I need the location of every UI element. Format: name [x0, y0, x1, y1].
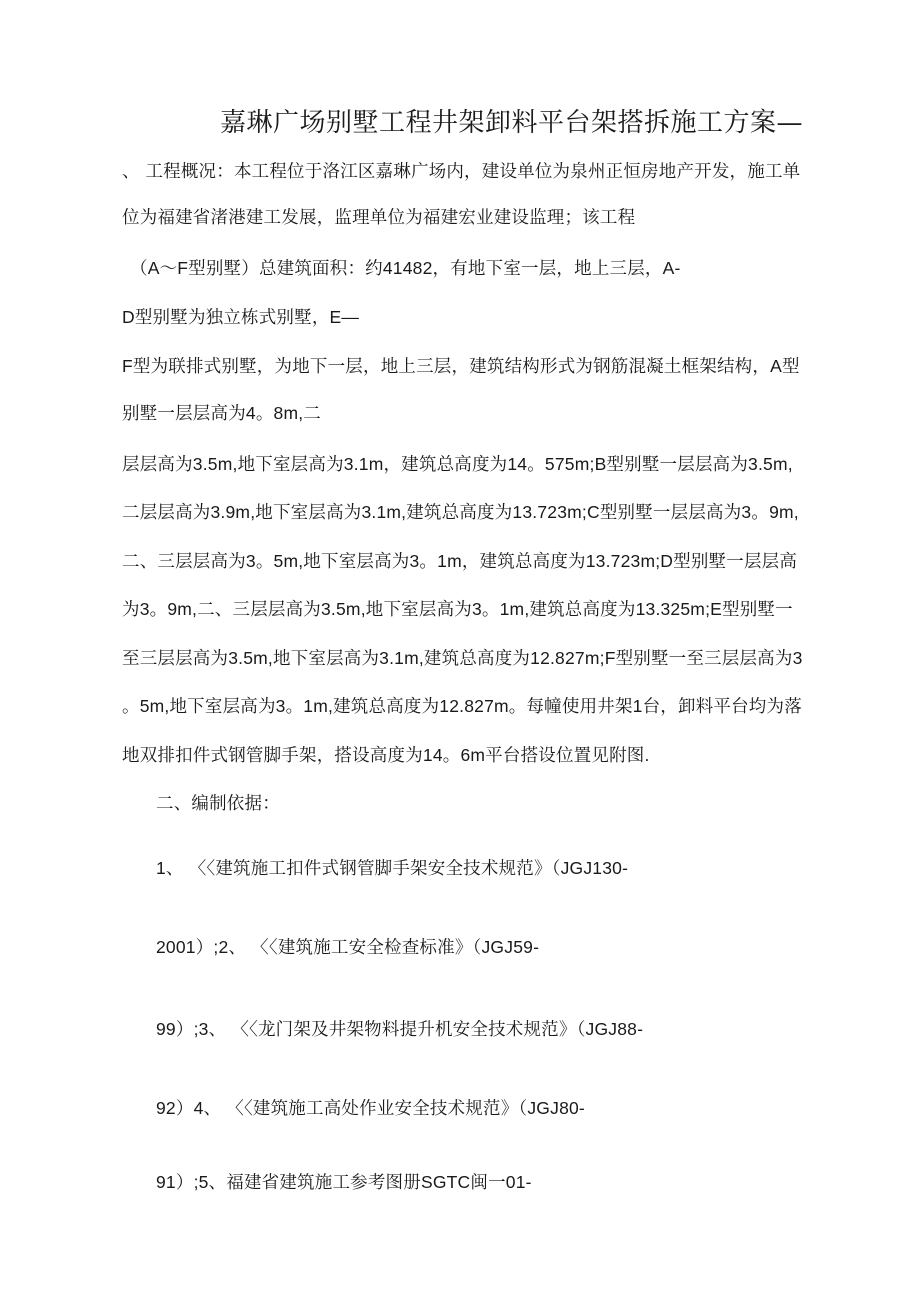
- overview-line-8: 二层层高为3.9m,地下室层高为3.1m,建筑总高度为13.723m;C型别墅一层层高为3。9m,: [122, 502, 799, 522]
- overview-line-12: 。5m,地下室层高为3。1m,建筑总高度为12.827m。每幢使用井架1台，卸料平台均为落: [122, 696, 802, 716]
- overview-line-5: F型为联排式别墅，为地下一层，地上三层，建筑结构形式为钢筋混凝土框架结构，A型: [122, 356, 800, 376]
- overview-line-1: 、 工程概况：本工程位于洛江区嘉琳广场内，建设单位为泉州正恒房地产开发，施工单: [122, 162, 801, 182]
- overview-line-11: 至三层层高为3.5m,地下室层高为3.1m,建筑总高度为12.827m;F型别墅一至三层层高为3: [122, 648, 803, 668]
- basis-line-1: 1、 〈〈建筑施工扣件式钢管脚手架安全技术规范》（JGJ130-: [156, 858, 629, 878]
- basis-heading: 二、编制依据：: [156, 794, 280, 814]
- basis-line-5: 91）;5、福建省建筑施工参考图册SGTC闽一01-: [156, 1172, 532, 1192]
- basis-line-3: 99）;3、 〈〈龙门架及井架物料提升机安全技术规范》（JGJ88-: [156, 1019, 644, 1039]
- overview-line-9: 二、三层层高为3。5m,地下室层高为3。1m，建筑总高度为13.723m;D型别墅一层层高: [122, 551, 798, 571]
- basis-line-2: 2001）;2、 〈〈建筑施工安全检查标准》（JGJ59-: [156, 937, 540, 957]
- overview-line-6: 别墅一层层高为4。8m,二: [122, 403, 322, 423]
- overview-line-7: 层层高为3.5m,地下室层高为3.1m，建筑总高度为14。575m;B型别墅一层层高为3.5m,: [122, 454, 793, 474]
- overview-line-10: 为3。9m,二、三层层高为3.5m,地下室层高为3。1m,建筑总高度为13.325m;E型别墅一: [122, 599, 793, 619]
- basis-line-4: 92）4、 〈〈建筑施工高处作业安全技术规范》（JGJ80-: [156, 1098, 585, 1118]
- overview-line-3: （A〜F型别墅）总建筑面积：约41482，有地下室一层，地上三层，A-: [130, 258, 681, 278]
- document-title: 嘉琳广场别墅工程井架卸料平台架搭拆施工方案—: [220, 108, 804, 138]
- overview-line-4: D型别墅为独立栋式别墅，E—: [122, 307, 360, 327]
- overview-line-2: 位为福建省渚港建工发展，监理单位为福建宏业建设监理；该工程: [122, 208, 636, 228]
- overview-line-13: 地双排扣件式钢管脚手架，搭设高度为14。6m平台搭设位置见附图.: [122, 745, 650, 765]
